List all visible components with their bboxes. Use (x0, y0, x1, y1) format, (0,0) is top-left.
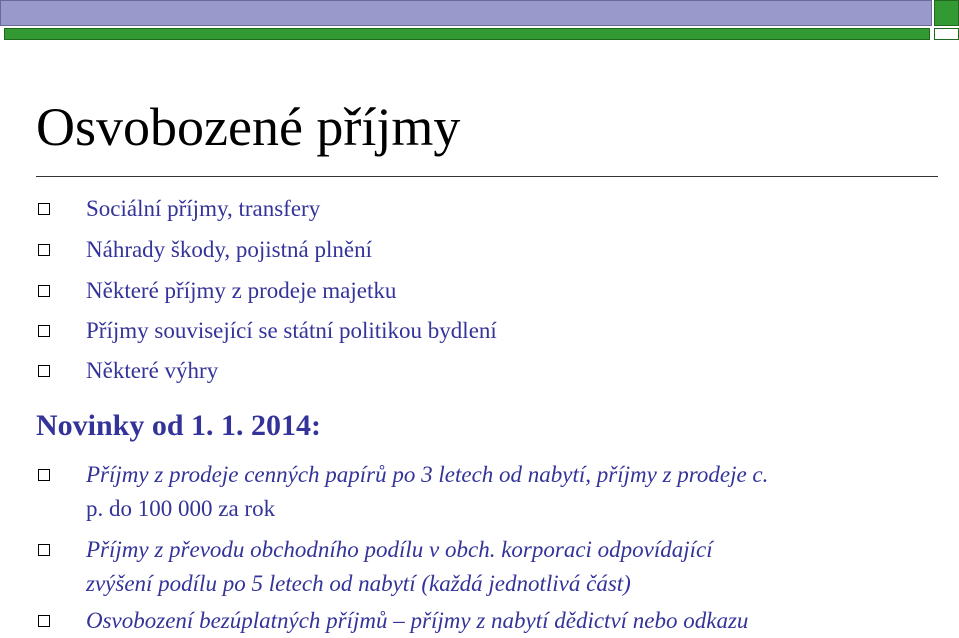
hollow-square-bullet-icon (38, 244, 50, 256)
list-item (38, 533, 713, 601)
list-item (38, 314, 497, 348)
top-bar-green-square (934, 0, 959, 26)
list-item (38, 274, 396, 308)
list-item (38, 604, 748, 638)
slide-title: Osvobozené příjmy (36, 97, 461, 157)
top-bar-blue (0, 0, 932, 26)
hollow-square-bullet-icon (38, 203, 50, 215)
list-item-text: Osvobození bezúplatných příjmů – příjmy z nabytí dědictví nebo odkazu (86, 608, 749, 633)
title-divider (36, 176, 938, 177)
top-decor-bar (0, 0, 959, 42)
novinky-item2-line2: zvýšení podílu po 5 letech od nabytí (každá jednotlivá část) (86, 571, 631, 596)
list-item (38, 233, 372, 267)
list-item-text: Příjmy související se státní politikou bydlení (86, 318, 497, 343)
list-item-text: Sociální příjmy, transfery (86, 196, 321, 221)
hollow-square-bullet-icon (38, 544, 50, 556)
list-item-text: Některé příjmy z prodeje majetku (86, 278, 397, 303)
hollow-square-bullet-icon (38, 285, 50, 297)
list-item (38, 354, 218, 388)
novinky-item1-line1: Příjmy z prodeje cenných papírů po 3 letech od nabytí, příjmy z prodeje c. (86, 462, 769, 487)
hollow-square-bullet-icon (38, 325, 50, 337)
novinky-item1-line2: p. do 100 000 za rok (86, 496, 276, 521)
novinky-item2-line1: Příjmy z převodu obchodního podílu v obch. korporaci odpovídající (86, 537, 713, 562)
list-item-text: Náhrady škody, pojistná plnění (86, 237, 372, 262)
list-item-text (86, 458, 768, 526)
hollow-square-bullet-icon (38, 615, 50, 627)
hollow-square-bullet-icon (38, 469, 50, 481)
list-item (38, 458, 768, 526)
hollow-square-bullet-icon (38, 365, 50, 377)
list-item-text (86, 533, 713, 601)
top-bar-green-line (4, 28, 930, 40)
top-bar-white-square (934, 28, 959, 40)
novinky-heading: Novinky od 1. 1. 2014: (36, 409, 322, 442)
list-item (38, 192, 320, 226)
list-item-text: Některé výhry (86, 358, 219, 383)
